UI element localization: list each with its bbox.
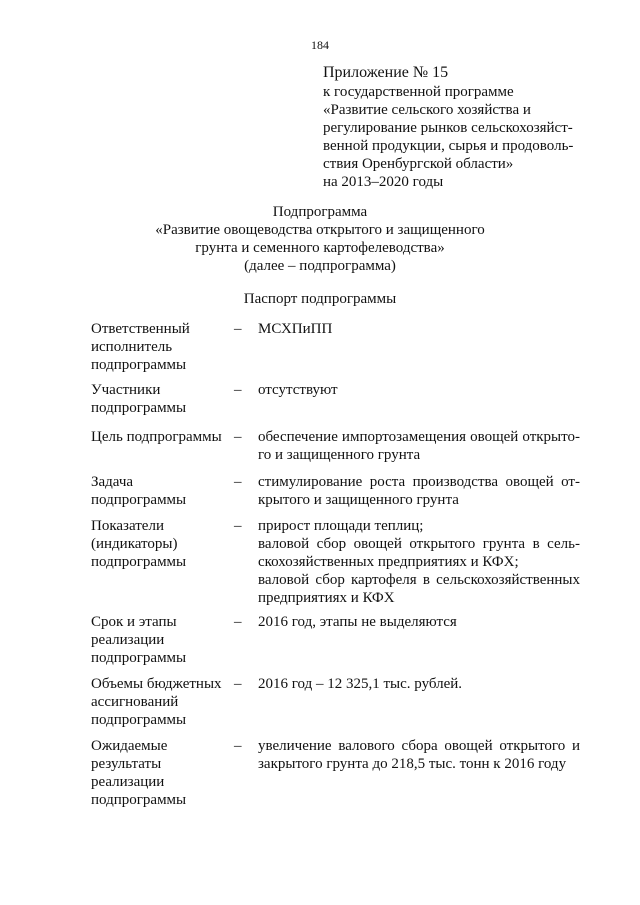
appendix-number: Приложение № 15 [323,64,449,81]
row-value-line: валовой сбор овощей открытого грунта в сель- [258,536,580,552]
row-value-line: отсутствуют [258,382,338,398]
row-label [91,428,231,446]
row-label [91,320,231,374]
row-dash: – [234,474,242,490]
row-label-line: Показатели [91,518,164,534]
row-value [258,381,580,399]
row-value-line: го и защищенного грунта [258,447,421,463]
subprogram-heading: Подпрограмма [272,204,368,220]
row-label-line: подпрограммы [91,792,187,808]
passport-title: Паспорт подпрограммы [243,291,397,307]
row-label [91,517,231,571]
row-value [258,428,580,464]
row-value [258,473,580,509]
row-value-line: скохозяйственных предприятиях и КФХ; [258,554,519,570]
row-label-line: Ответственный [91,321,190,337]
row-value-line: закрытого грунта до 218,5 тыс. тонн к 2016 году [258,756,567,772]
row-value [258,675,580,693]
row-label-line: Ожидаемые [91,738,168,754]
row-value [258,320,580,338]
row-dash: – [234,321,242,337]
row-label [91,613,231,667]
row-value-line: МСХПиПП [258,321,333,337]
row-label-line: Срок и этапы [91,614,177,630]
row-label-line: ассигнований [91,694,179,710]
row-dash: – [234,738,242,754]
row-label-line: подпрограммы [91,400,187,416]
row-label-line: исполнитель [91,339,173,355]
row-label-line: реализации [91,632,165,648]
row-value-line: прирост площади теплиц; [258,518,424,534]
subprogram-name-line: «Развитие овощеводства открытого и защищенного [155,222,485,238]
row-label-line: реализации [91,774,165,790]
appendix-line: к государственной программе [323,84,514,100]
row-value [258,517,580,607]
row-label-line: (индикаторы) [91,536,178,552]
row-label-line: Участники [91,382,161,398]
row-value-line: предприятиях и КФХ [258,590,395,606]
row-value [258,613,580,631]
appendix-header [323,64,593,191]
row-label-line: подпрограммы [91,554,187,570]
subprogram-abbrev: (далее – подпрограмма) [244,258,396,274]
subprogram-title [0,203,640,275]
row-label [91,675,231,729]
appendix-line: ствия Оренбургской области» [323,156,514,172]
row-value [258,737,580,773]
appendix-line: венной продукции, сырья и продоволь- [323,138,574,154]
row-value-line: увеличение валового сбора овощей открытого и [258,738,580,754]
row-label-line: Объемы бюджетных [91,676,222,692]
row-dash: – [234,518,242,534]
row-value-line: обеспечение импортозамещения овощей открыто- [258,429,580,445]
row-label-line: результаты [91,756,162,772]
row-label-line: подпрограммы [91,492,187,508]
row-label-line: подпрограммы [91,712,187,728]
appendix-line: регулирование рынков сельскохозяйст- [323,120,573,136]
row-dash: – [234,676,242,692]
row-label-line: Цель подпрограммы [91,429,222,445]
row-label-line: Задача [91,474,134,490]
row-value-line: крытого и защищенного грунта [258,492,459,508]
row-label-line: подпрограммы [91,650,187,666]
row-label [91,737,231,809]
appendix-line: «Развитие сельского хозяйства и [323,102,531,118]
row-label-line: подпрограммы [91,357,187,373]
row-value-line: 2016 год – 12 325,1 тыс. рублей. [258,676,463,692]
appendix-line: на 2013–2020 годы [323,174,444,190]
row-dash: – [234,614,242,630]
row-dash: – [234,429,242,445]
subprogram-name-line: грунта и семенного картофелеводства» [195,240,445,256]
page-number: 184 [311,38,329,52]
row-value-line: 2016 год, этапы не выделяются [258,614,457,630]
row-label [91,381,231,417]
row-label [91,473,231,509]
row-value-line: валовой сбор картофеля в сельскохозяйственных [258,572,580,588]
row-value-line: стимулирование роста производства овощей от- [258,474,580,490]
row-dash: – [234,382,242,398]
